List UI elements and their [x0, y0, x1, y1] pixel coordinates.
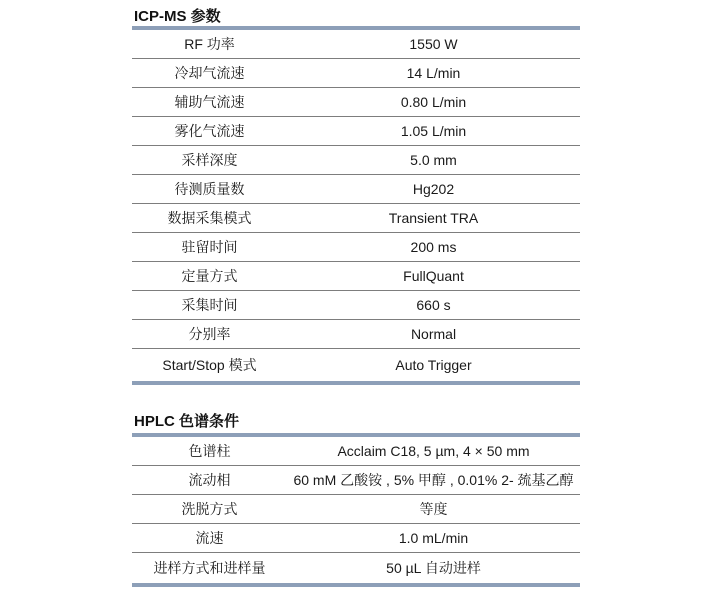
table-row: [132, 465, 580, 494]
table-row: [132, 348, 580, 381]
param-value: Transient TRA: [388, 210, 479, 226]
icpms-section-title: ICP-MS 参数: [134, 8, 221, 25]
param-name: 待测质量数: [174, 181, 245, 197]
param-name: 进样方式和进样量: [153, 560, 266, 576]
hplc-conditions-table: [132, 433, 580, 587]
table-row: [132, 494, 580, 523]
param-value: 5.0 mm: [410, 152, 457, 168]
table-row: [132, 174, 580, 203]
table-row: [132, 30, 580, 58]
param-value: 660 s: [416, 297, 451, 313]
param-value: 1550 W: [409, 36, 458, 52]
icpms-parameter-table: [132, 26, 580, 385]
param-name: 采集时间: [181, 297, 238, 313]
param-value: FullQuant: [403, 268, 464, 284]
param-value: 1.05 L/min: [400, 123, 467, 139]
param-value: 等度: [419, 501, 448, 517]
param-value: Auto Trigger: [395, 357, 472, 373]
table-row: [132, 261, 580, 290]
param-value: 200 ms: [410, 239, 457, 255]
param-value: Hg202: [412, 181, 455, 197]
param-value: 60 mM 乙酸铵 , 5% 甲醇 , 0.01% 2- 巯基乙醇: [293, 472, 574, 488]
param-value: Acclaim C18, 5 µm, 4 × 50 mm: [337, 443, 530, 459]
param-name: 定量方式: [181, 268, 238, 284]
param-name: 分别率: [188, 326, 231, 342]
table-row: [132, 290, 580, 319]
table-row: [132, 552, 580, 583]
param-name: Start/Stop 模式: [162, 357, 257, 373]
param-value: 50 µL 自动进样: [386, 560, 481, 576]
param-name: 雾化气流速: [174, 123, 245, 139]
table-row: [132, 145, 580, 174]
param-name: RF 功率: [184, 36, 235, 52]
table-row: [132, 87, 580, 116]
param-name: 流速: [195, 530, 224, 546]
param-name: 辅助气流速: [174, 94, 245, 110]
param-value: 14 L/min: [406, 65, 461, 81]
param-name: 采样深度: [181, 152, 238, 168]
param-name: 冷却气流速: [174, 65, 245, 81]
table-bottom-rule: [132, 583, 580, 587]
param-name: 数据采集模式: [167, 210, 252, 226]
param-name: 流动相: [188, 472, 231, 488]
param-value: 1.0 mL/min: [398, 530, 469, 546]
icpms-rows: [132, 30, 580, 381]
table-row: [132, 437, 580, 465]
param-name: 洗脱方式: [181, 501, 238, 517]
param-name: 驻留时间: [181, 239, 238, 255]
param-name: 色谱柱: [188, 443, 231, 459]
table-bottom-rule: [132, 381, 580, 385]
table-row: [132, 232, 580, 261]
table-row: [132, 523, 580, 552]
table-row: [132, 203, 580, 232]
table-row: [132, 58, 580, 87]
hplc-rows: [132, 437, 580, 583]
table-row: [132, 319, 580, 348]
table-row: [132, 116, 580, 145]
hplc-section-title: HPLC 色谱条件: [134, 413, 240, 430]
param-value: 0.80 L/min: [400, 94, 467, 110]
param-value: Normal: [410, 326, 457, 342]
